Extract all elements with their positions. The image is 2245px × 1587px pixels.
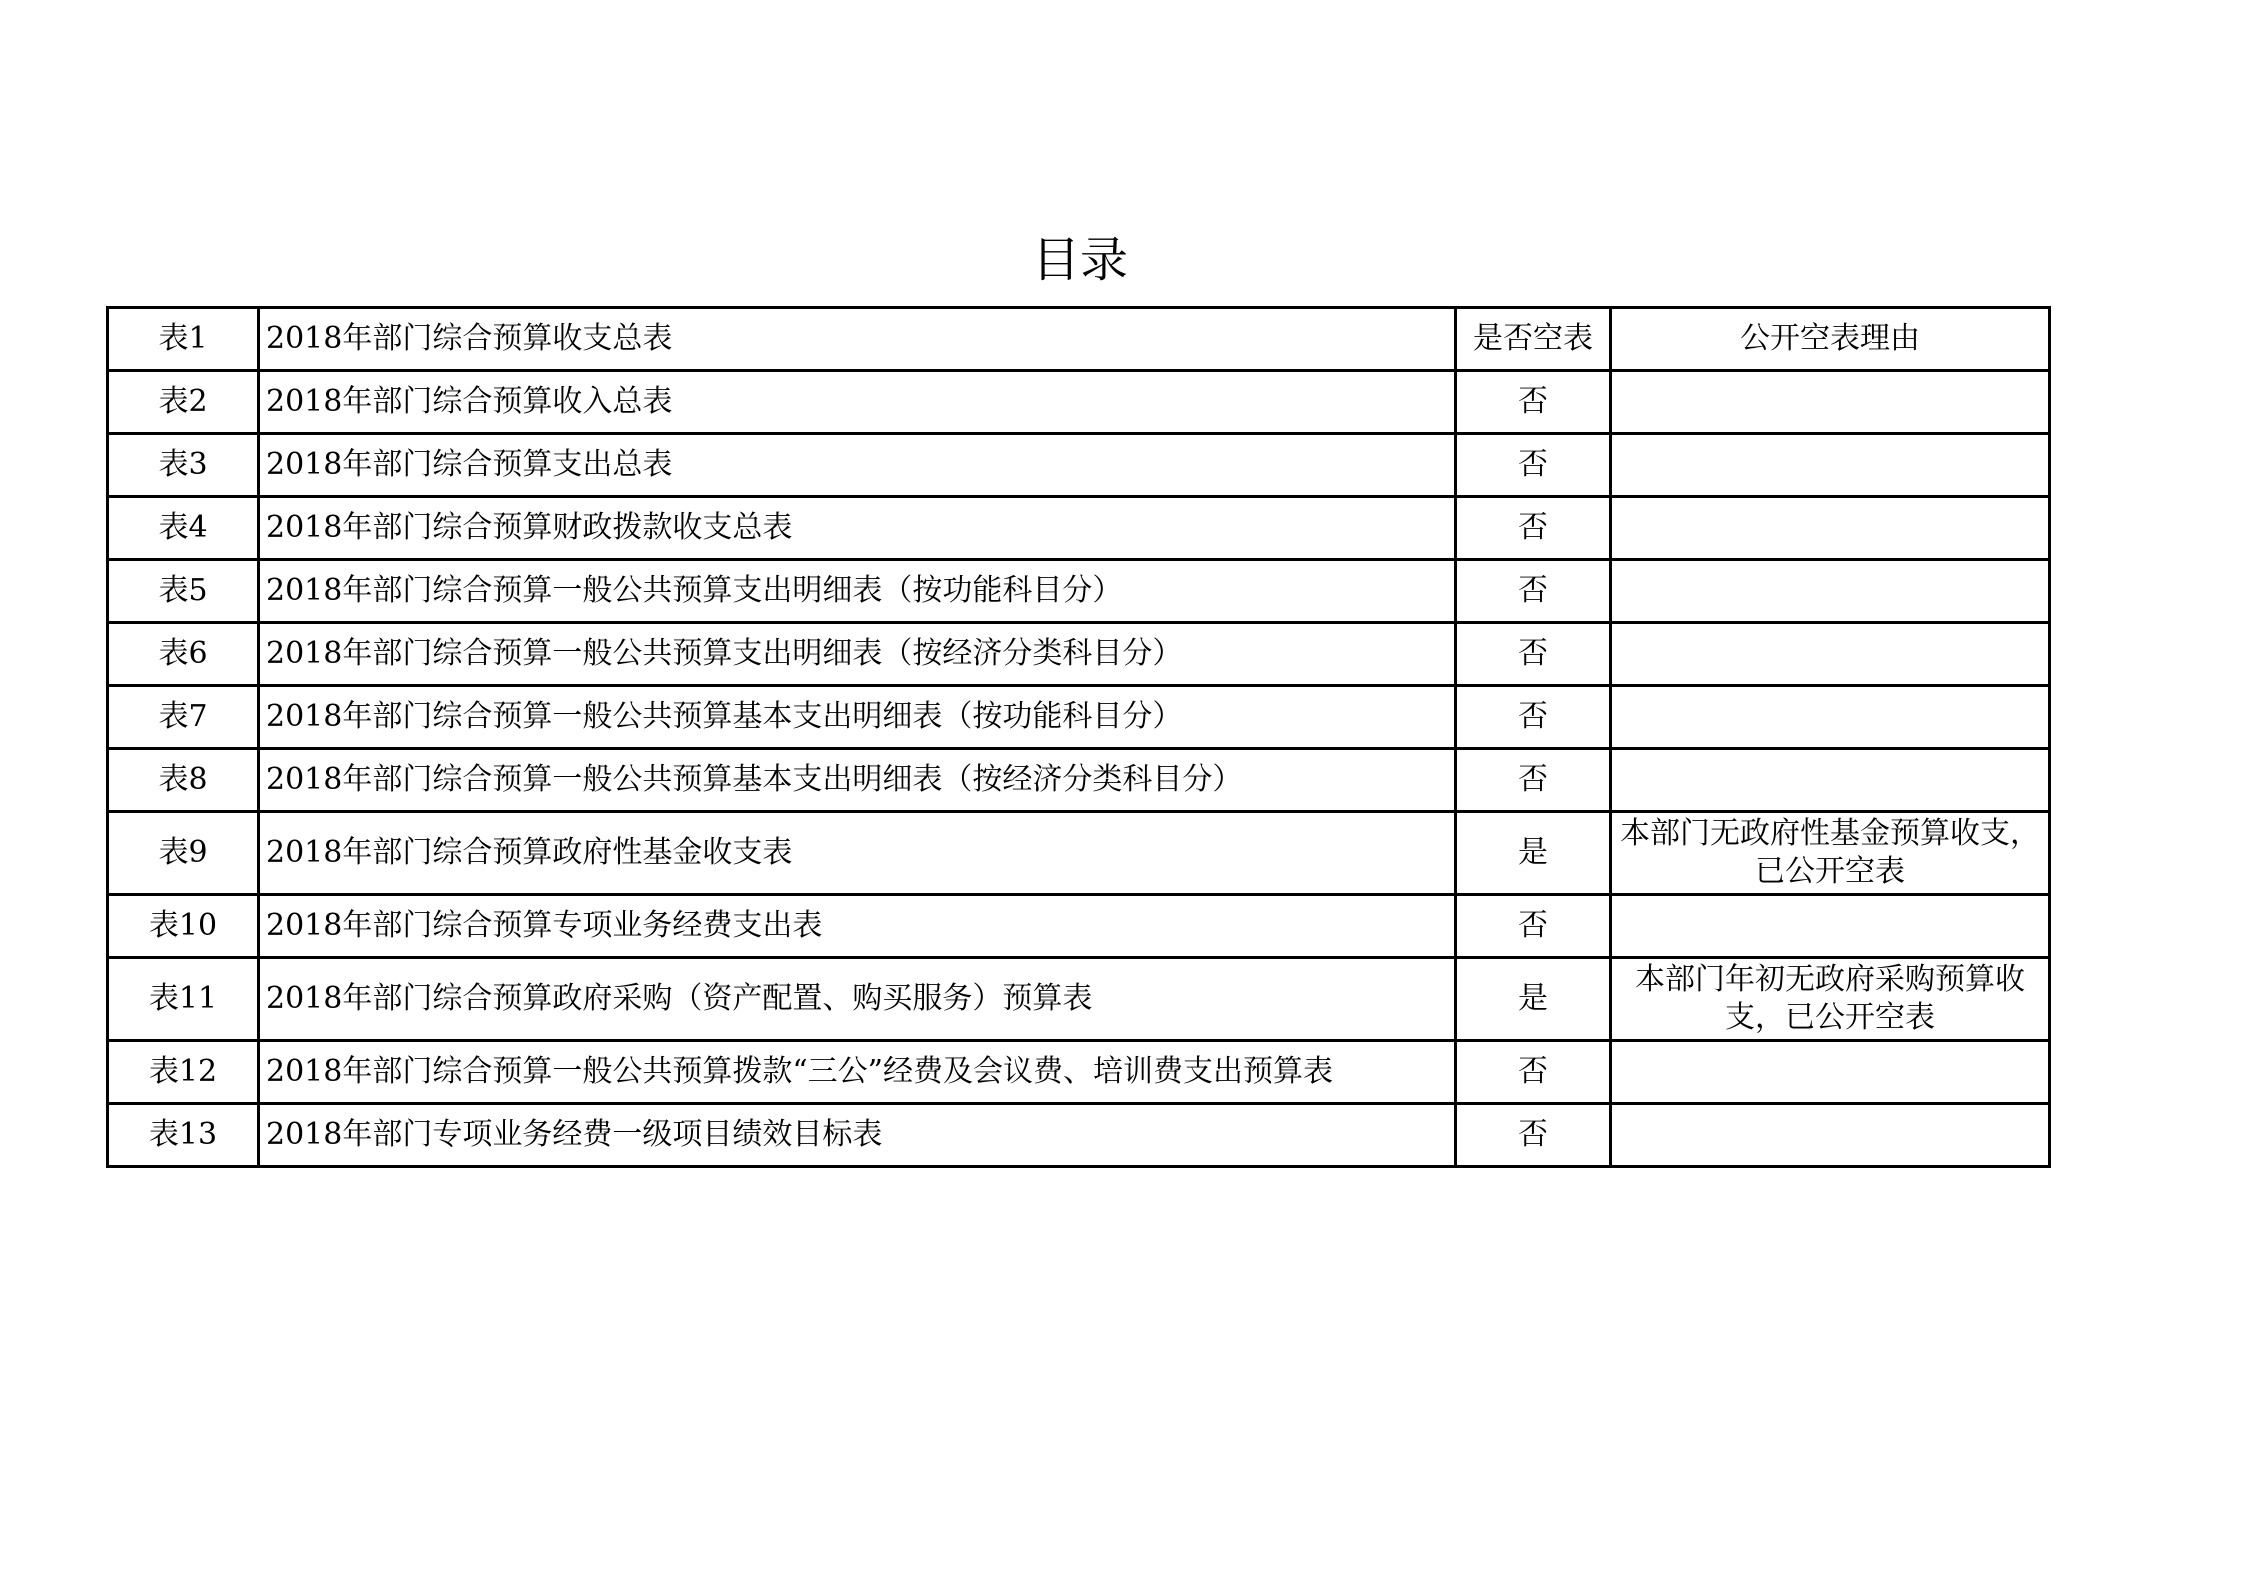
is-empty-cell: 否 [1456, 434, 1611, 497]
reason-cell [1611, 434, 2050, 497]
table-row [108, 1041, 2050, 1104]
table-title-cell: 2018年部门综合预算一般公共预算支出明细表（按功能科目分） [259, 560, 1456, 623]
table-number-cell: 表5 [108, 560, 259, 623]
reason-cell [1611, 749, 2050, 812]
reason-cell [1611, 623, 2050, 686]
reason-cell [1611, 371, 2050, 434]
reason-cell [1611, 560, 2050, 623]
table-number-cell: 表12 [108, 1041, 259, 1104]
table-number-cell: 表10 [108, 895, 259, 958]
table-title-cell: 2018年部门综合预算一般公共预算拨款“三公”经费及会议费、培训费支出预算表 [259, 1041, 1456, 1104]
table-row [108, 958, 2050, 1041]
table-number-cell: 表1 [108, 308, 259, 371]
is-empty-cell: 否 [1456, 895, 1611, 958]
is-empty-cell: 否 [1456, 749, 1611, 812]
is-empty-cell: 否 [1456, 497, 1611, 560]
reason-header: 公开空表理由 [1611, 308, 2050, 371]
reason-cell [1611, 1041, 2050, 1104]
reason-cell: 本部门无政府性基金预算收支，已公开空表 [1611, 812, 2050, 895]
table-row [108, 812, 2050, 895]
table-title-cell: 2018年部门综合预算支出总表 [259, 434, 1456, 497]
table-number-cell: 表7 [108, 686, 259, 749]
table-number-cell: 表2 [108, 371, 259, 434]
table-title-cell: 2018年部门综合预算一般公共预算支出明细表（按经济分类科目分） [259, 623, 1456, 686]
table-number-cell: 表9 [108, 812, 259, 895]
table-title-cell: 2018年部门综合预算专项业务经费支出表 [259, 895, 1456, 958]
table-title-cell: 2018年部门综合预算政府性基金收支表 [259, 812, 1456, 895]
table-number-cell: 表13 [108, 1104, 259, 1167]
table-number-cell: 表8 [108, 749, 259, 812]
is-empty-cell: 否 [1456, 1041, 1611, 1104]
toc-table-body [108, 308, 2050, 1167]
is-empty-cell: 否 [1456, 1104, 1611, 1167]
table-row [108, 497, 2050, 560]
reason-cell [1611, 1104, 2050, 1167]
table-row [108, 560, 2050, 623]
table-row [108, 1104, 2050, 1167]
table-number-cell: 表3 [108, 434, 259, 497]
is-empty-cell: 否 [1456, 560, 1611, 623]
is-empty-cell: 否 [1456, 371, 1611, 434]
table-title-cell: 2018年部门综合预算收入总表 [259, 371, 1456, 434]
is-empty-cell: 是 [1456, 812, 1611, 895]
table-title-cell: 2018年部门综合预算一般公共预算基本支出明细表（按功能科目分） [259, 686, 1456, 749]
table-header-row [108, 308, 2050, 371]
reason-cell [1611, 497, 2050, 560]
is-empty-cell: 否 [1456, 686, 1611, 749]
table-row [108, 371, 2050, 434]
toc-table [106, 306, 2051, 1168]
table-number-cell: 表6 [108, 623, 259, 686]
table-title-cell: 2018年部门综合预算收支总表 [259, 308, 1456, 371]
table-title-cell: 2018年部门综合预算财政拨款收支总表 [259, 497, 1456, 560]
table-number-cell: 表4 [108, 497, 259, 560]
page-title: 目录 [1031, 232, 1128, 289]
table-row [108, 686, 2050, 749]
table-row [108, 623, 2050, 686]
table-number-cell: 表11 [108, 958, 259, 1041]
is-empty-header: 是否空表 [1456, 308, 1611, 371]
table-title-cell: 2018年部门综合预算政府采购（资产配置、购买服务）预算表 [259, 958, 1456, 1041]
table-title-cell: 2018年部门综合预算一般公共预算基本支出明细表（按经济分类科目分） [259, 749, 1456, 812]
table-row [108, 895, 2050, 958]
table-title-cell: 2018年部门专项业务经费一级项目绩效目标表 [259, 1104, 1456, 1167]
reason-cell [1611, 686, 2050, 749]
is-empty-cell: 否 [1456, 623, 1611, 686]
is-empty-cell: 是 [1456, 958, 1611, 1041]
reason-cell: 本部门年初无政府采购预算收支，已公开空表 [1611, 958, 2050, 1041]
reason-cell [1611, 895, 2050, 958]
table-row [108, 749, 2050, 812]
table-row [108, 434, 2050, 497]
